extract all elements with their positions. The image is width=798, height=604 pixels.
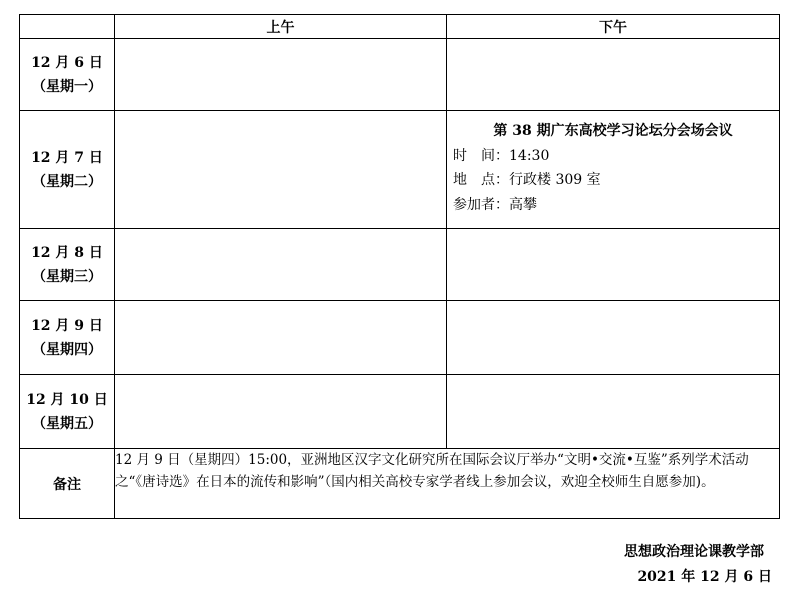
afternoon-cell (447, 111, 780, 229)
day-weekday: （星期三） (32, 268, 102, 285)
meeting-time-value: 14:30 (509, 147, 550, 164)
day-cell (20, 375, 115, 449)
day-weekday: （星期四） (32, 341, 102, 358)
notes-label: 备注 (20, 449, 115, 519)
meeting-place (453, 168, 773, 193)
meeting-attendee-label: 参加者： (453, 196, 509, 213)
meeting-attendee-value: 高攀 (509, 196, 537, 213)
header-morning: 上午 (115, 15, 447, 39)
meeting-attendee (453, 193, 773, 218)
day-date: 12 月 8 日 (31, 244, 103, 261)
footer-date: 2021 年 12 月 6 日 (637, 569, 772, 585)
morning-cell (115, 229, 447, 301)
notes-row (20, 449, 780, 519)
morning-cell (115, 39, 447, 111)
header-row (20, 15, 780, 39)
day-cell (20, 301, 115, 375)
meeting-place-label: 地 点： (453, 172, 509, 188)
morning-cell (115, 111, 447, 229)
table-row (20, 375, 780, 449)
table-row (20, 229, 780, 301)
day-cell (20, 39, 115, 111)
meeting-time-label: 时 间： (453, 147, 509, 164)
morning-cell (115, 375, 447, 449)
day-date: 12 月 7 日 (31, 149, 103, 166)
afternoon-cell (447, 39, 780, 111)
day-date: 12 月 10 日 (26, 391, 108, 408)
header-day (20, 15, 115, 39)
afternoon-cell (447, 301, 780, 375)
day-cell (20, 229, 115, 301)
table-row (20, 111, 780, 229)
day-date: 12 月 9 日 (31, 317, 103, 334)
meeting-title: 第 38 期广东高校学习论坛分会场会议 (493, 123, 733, 139)
notes-text: 12 月 9 日（星期四）15:00，亚洲地区汉字文化研究所在国际会议厅举办“文明•交流•互鉴”系列学术活动之“《唐诗选》在日本的流传和影响”（国内相关高校专家学者线上参加会议，欢迎全校师生自愿参加)。 (115, 449, 780, 519)
afternoon-cell (447, 375, 780, 449)
day-weekday: （星期二） (32, 173, 102, 190)
day-weekday: （星期五） (32, 415, 102, 432)
meeting-place-value: 行政楼 309 室 (509, 172, 601, 188)
meeting-time (453, 144, 773, 169)
morning-cell (115, 301, 447, 375)
day-date: 12 月 6 日 (31, 54, 103, 71)
footer-department: 思想政治理论课教学部 (624, 544, 764, 560)
table-row (20, 301, 780, 375)
schedule-table (19, 14, 780, 519)
table-row (20, 39, 780, 111)
day-cell (20, 111, 115, 229)
meeting-info (447, 111, 779, 217)
day-weekday: （星期一） (32, 78, 102, 95)
header-afternoon: 下午 (447, 15, 780, 39)
afternoon-cell (447, 229, 780, 301)
